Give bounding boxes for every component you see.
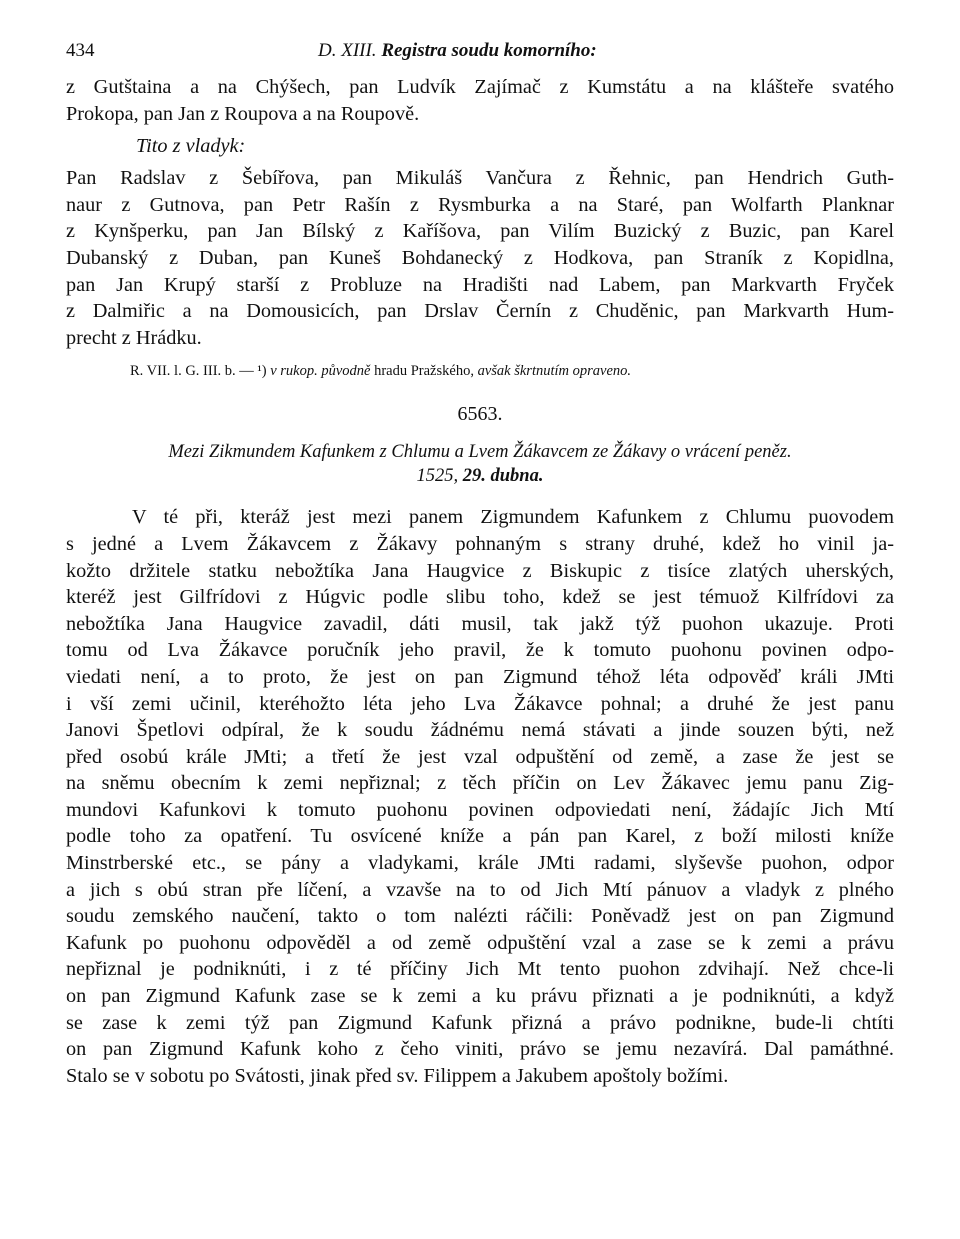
text-line: nebožtíka Jana Haugvice zavadil, dáti musil, tak jakž týž puohon ukazuje. Proti <box>66 612 894 635</box>
text-line: nepřiznal je podniknúti, i z té příčiny Jich Mt tento puohon zdvihají. Než chce-li <box>66 958 894 981</box>
running-title-main: Registra soudu komorního: <box>381 40 597 61</box>
footnote-italic-a: v rukop. původně <box>270 363 371 380</box>
text-line: kožto držitele statku nebožtíka Jana Haugvice z Biskupic z tisíce zlatých uherských, <box>66 559 894 582</box>
main-paragraph <box>66 504 894 1089</box>
text-line: Pan Radslav z Šebířova, pan Mikuláš Vančura z Řehnic, pan Hendrich Guth- <box>66 167 894 190</box>
footnote <box>130 361 894 381</box>
text-line: Minstrberské etc., se pány a vladykami, krále JMti radami, slyševše puohon, odpor <box>66 852 894 875</box>
text-line: z Dalmiřic a na Domousicích, pan Drslav Černín z Chuděnic, pan Markvarth Hum- <box>66 300 894 323</box>
text-line: Dubanský z Duban, pan Kuneš Bohdanecký z Hodkova, pan Straník z Kopidlna, <box>66 246 894 269</box>
text-line: tomu od Lva Žákavce poručník jeho pravil, že k tomuto puohonu povinen odpo- <box>66 639 894 662</box>
text-line: podle toho za opatření. Tu osvícené kníže a pán pan Karel, z boží milosti kníže <box>66 825 894 848</box>
text-line: i vší zemi učinil, kteréhožto léta jeho Lva Žákavce pohnal; a druhé že jest panu <box>66 692 894 715</box>
footnote-italic-b: avšak škrtnutím opraveno. <box>477 363 632 380</box>
document-title: Mezi Zikmundem Kafunkem z Chlumu a Lvem Žákavcem ze Žákavy o vrácení peněz. <box>168 442 792 463</box>
footnote-ref: R. VII. l. G. III. b. — ¹) <box>130 363 267 380</box>
document-date-year: 1525, <box>416 466 459 487</box>
running-title-prefix: D. XIII. <box>318 40 377 61</box>
footnote-plain: hradu Pražského, <box>374 363 474 380</box>
text-line: viedati není, a to proto, že jest on pan Zigmund téhož léta odpověď králi JMti <box>66 665 894 688</box>
page-number: 434 <box>66 40 95 61</box>
text-line: on pan Zigmund Kafunk zase se k zemi a ku právu přiznati a je podniknúti, a když <box>66 985 894 1008</box>
text-line: na sněmu obecním k zemi nepřiznal; z těch příčin on Lev Žákavec jemu panu Zig- <box>66 772 894 795</box>
text-line: V té při, kteráž jest mezi panem Zigmundem Kafunkem z Chlumu puovodem <box>132 506 894 529</box>
text-line: se zase k zemi týž pan Zigmund Kafunk přizná a právo podnikne, bude-li chtíti <box>66 1011 894 1034</box>
text-line: Kafunk po puohonu odpověděl a od země odpuštění vzal a zase se k zemi a právu <box>66 931 894 954</box>
text-line: kteréž jest Gilfrídovi z Húgvic podle slibu toho, kdež se jest témuož Kilfrídovi za <box>66 586 894 609</box>
text-line: Janovi Špetlovi odpíral, že k soudu žádnému nemá stávati a jinde souzen býti, než <box>66 719 894 742</box>
text-line: Stalo se v sobotu po Svátosti, jinak před sv. Filippem a Jakubem apoštoly božími. <box>66 1064 729 1087</box>
document-page <box>66 40 894 1089</box>
document-number: 6563. <box>457 403 503 426</box>
text-line: on pan Zigmund Kafunk koho z čeho viniti, právo se jemu nezavírá. Dal památhné. <box>66 1038 894 1061</box>
text-line: precht z Hrádku. <box>66 326 202 349</box>
text-line: pan Jan Krupý starší z Probluze na Hradišti nad Labem, pan Markvarth Fryček <box>66 273 894 296</box>
page-header <box>66 40 894 74</box>
text-line: s jedné a Lvem Žákavcem z Žákavy pohnaným s strany druhé, kdež ho vinil ja- <box>66 532 894 555</box>
text-line: Prokopa, pan Jan z Roupova a na Roupově. <box>66 102 420 125</box>
document-date-day: 29. dubna. <box>462 466 544 487</box>
text-line: před osobú krále JMti; a třetí že jest vzal odpuštění od země, a zase že jest se <box>66 745 894 768</box>
running-title <box>318 40 597 62</box>
document-date <box>66 464 894 488</box>
text-line: naur z Gutnova, pan Petr Rašín z Rysmburka a na Staré, pan Wolfarth Planknar <box>66 193 894 216</box>
text-line: soudu zemského naučení, takto o tom nalézti ráčili: Poněvadž jest on pan Zigmund <box>66 905 894 928</box>
section-heading: Tito z vladyk: <box>136 135 246 158</box>
intro-paragraph <box>66 74 894 127</box>
text-line: z Kynšperku, pan Jan Bílský z Kaříšova, pan Vilím Buzický z Buzic, pan Karel <box>66 220 894 243</box>
text-line: z Gutštaina a na Chýšech, pan Ludvík Zajímač z Kumstátu a na klášteře svatého <box>66 76 894 98</box>
text-line: a jich s obú stran pře líčení, a vzavše na to od Jich Mtí pánuov a vladyk z plného <box>66 878 894 901</box>
text-line: mundovi Kafunkovi k tomuto puohonu povinen odpoviedati není, žádajíc Jich Mtí <box>66 798 894 821</box>
vladyk-paragraph <box>66 165 894 351</box>
